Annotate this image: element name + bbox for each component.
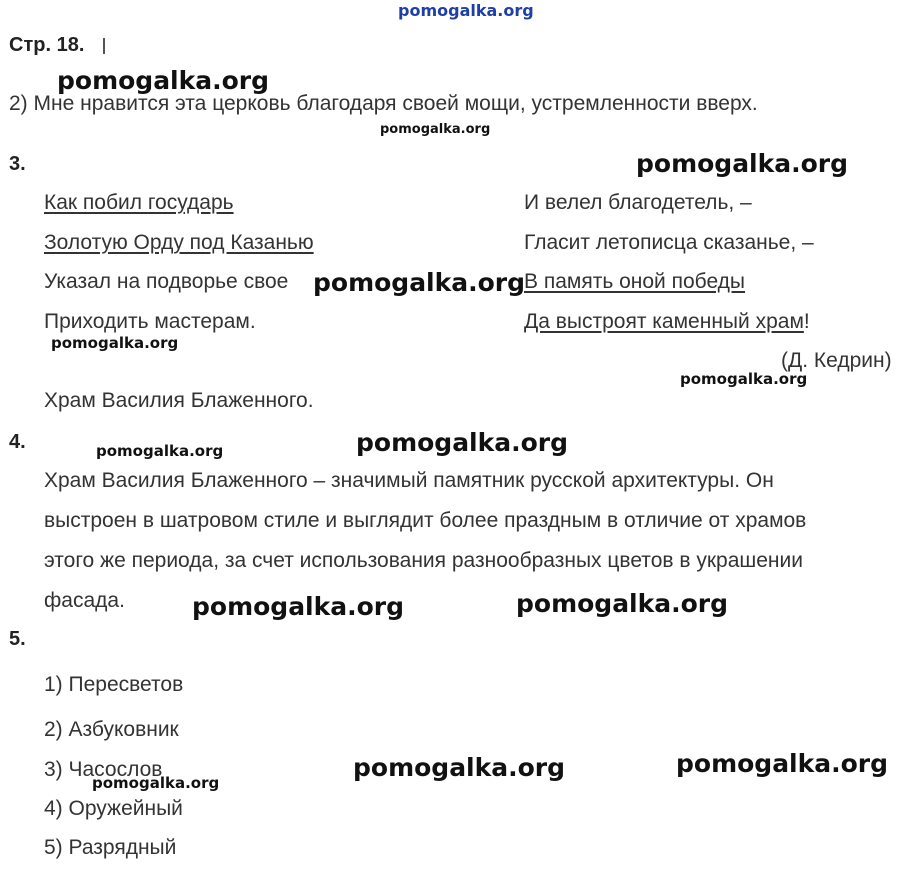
poem-right-line: В память оной победы [524, 270, 746, 293]
watermark: pomogalka.org [96, 442, 224, 460]
poem-right-line: И велел благодетель, – [524, 191, 752, 214]
task4-line: выстроен в шатровом стиле и выглядит более праздным в отличие от храмов [44, 509, 807, 532]
task4-line: фасада. [44, 589, 125, 612]
page-label: Стр. 18. [9, 34, 85, 56]
watermark: pomogalka.org [51, 334, 179, 352]
poem-right-line-last [524, 309, 810, 334]
task4-line: Храм Василия Блаженного – значимый памятник русской архитектуры. Он [44, 469, 774, 492]
watermark: pomogalka.org [57, 66, 270, 95]
watermark: pomogalka.org [516, 589, 729, 618]
task5-item: 3) Часослов [44, 758, 163, 781]
poem-left-line: Приходить мастерам. [44, 310, 256, 333]
task2-answer: 2) Мне нравится эта церковь благодаря своей мощи, устремленности вверх. [9, 92, 758, 115]
top-watermark: pomogalka.org [398, 1, 534, 20]
poem-right-suffix: ! [803, 310, 810, 333]
poem-author: (Д. Кедрин) [781, 349, 892, 372]
watermark: pomogalka.org [636, 149, 849, 178]
task3-answer: Храм Василия Блаженного. [44, 389, 314, 412]
task4-line: этого же периода, за счет использования разнообразных цветов в украшении [44, 549, 803, 572]
poem-left-line: Как побил государь [44, 191, 234, 214]
task4-number: 4. [9, 431, 26, 453]
watermark: pomogalka.org [192, 592, 405, 621]
poem-right-underlined: Да выстроят каменный храм [524, 310, 804, 333]
watermark: pomogalka.org [92, 774, 220, 792]
task5-item: 5) Разрядный [44, 836, 177, 859]
watermark: pomogalka.org [680, 370, 808, 388]
poem-left-line: Указал на подворье свое [44, 270, 289, 293]
cursor-mark [103, 38, 105, 54]
task5-item: 2) Азбуковник [44, 718, 179, 741]
watermark: pomogalka.org [676, 749, 889, 778]
poem-left-line: Золотую Орду под Казанью [44, 231, 314, 254]
poem-right-line: Гласит летописца сказанье, – [524, 231, 814, 254]
task3-number: 3. [9, 153, 26, 175]
task4-paragraph [44, 461, 894, 621]
task5-item: 1) Пересветов [44, 673, 184, 696]
task5-number: 5. [9, 628, 26, 650]
watermark: pomogalka.org [356, 428, 569, 457]
watermark: pomogalka.org [380, 122, 491, 137]
task5-item: 4) Оружейный [44, 797, 183, 820]
watermark: pomogalka.org [353, 753, 566, 782]
watermark: pomogalka.org [313, 268, 526, 297]
